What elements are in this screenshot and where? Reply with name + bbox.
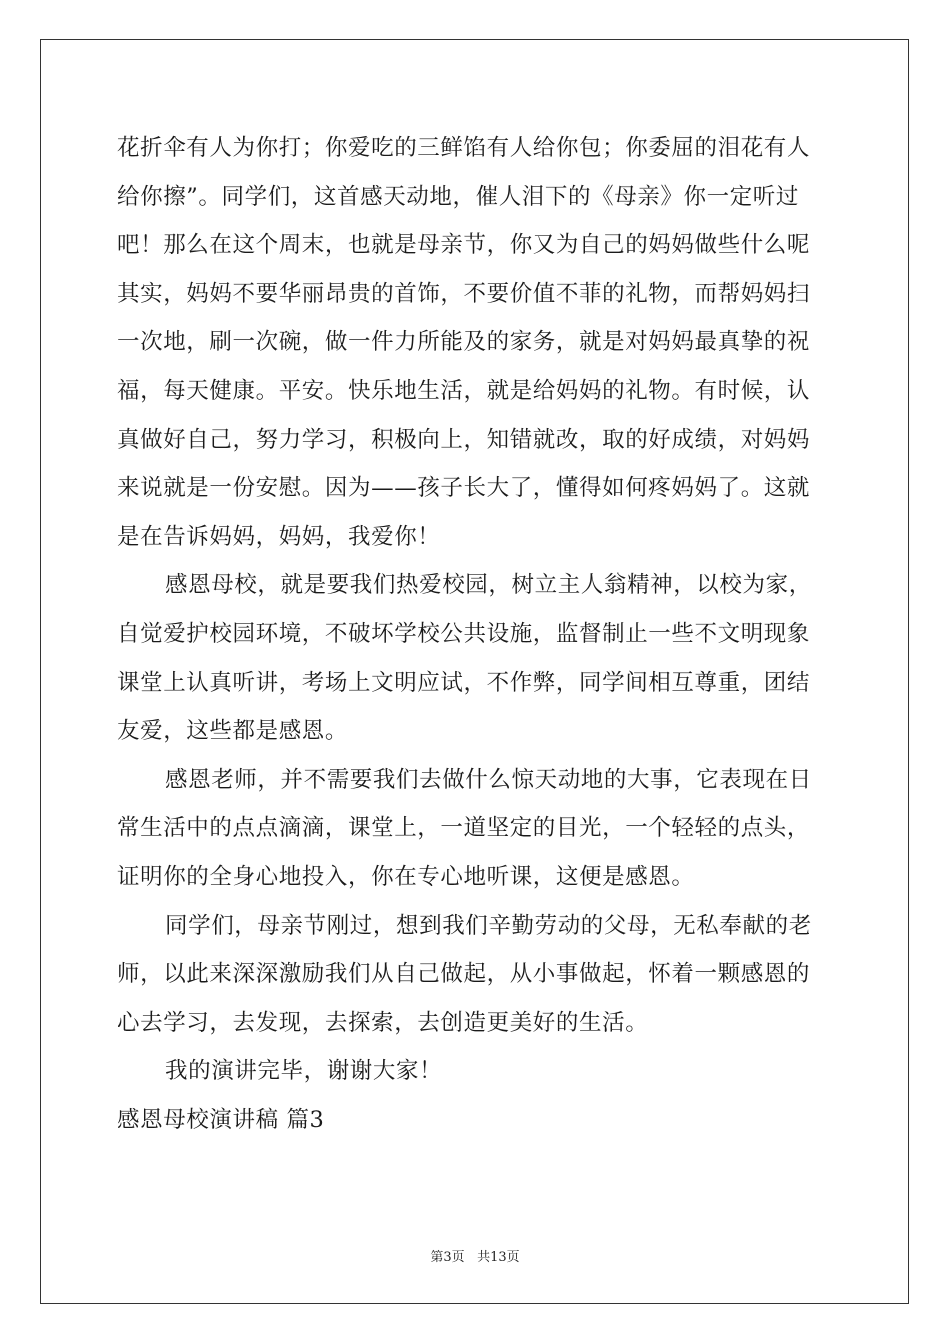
text-line-8: 来说就是一份安慰。因为——孩子长大了，懂得如何疼妈妈了。这就 (117, 475, 811, 502)
text-line-1: 花折伞有人为你打；你爱吃的三鲜馅有人给你包；你委屈的泪花有人 (117, 135, 811, 161)
text-line-6: 福，每天健康。平安。快乐地生活，就是给妈妈的礼物。有时候，认 (117, 377, 811, 404)
text-line-3: 吧！那么在这个周末，也就是母亲节，你又为自己的妈妈做些什么呢 (117, 232, 811, 259)
text-line-7: 真做好自己，努力学习，积极向上，知错就改，取的好成绩，对妈妈 (117, 426, 811, 453)
closing-line: 我的演讲完毕，谢谢大家！ (165, 1058, 443, 1085)
document-body (117, 124, 837, 1144)
text-line-9: 是在告诉妈妈，妈妈，我爱你！ (117, 523, 441, 550)
section-heading: 感恩母校演讲稿 篇3 (117, 1106, 325, 1133)
text-line-12: 课堂上认真听讲，考场上文明应试，不作弊，同学间相互尊重，团结 (117, 669, 811, 696)
page-number: 第3页 (430, 1250, 465, 1265)
text-line-16: 证明你的全身心地投入，你在专心地听课，这便是感恩。 (117, 863, 695, 890)
page-total: 共13页 (477, 1250, 520, 1265)
text-line-13: 友爱，这些都是感恩。 (117, 718, 349, 745)
text-line-18: 师，以此来深深激励我们从自己做起，从小事做起，怀着一颗感恩的 (117, 961, 811, 988)
page-footer (0, 1246, 950, 1265)
text-line-4: 其实，妈妈不要华丽昂贵的首饰，不要价值不菲的礼物，而帮妈妈扫 (117, 280, 811, 307)
paragraph-start-line: 感恩老师，并不需要我们去做什么惊天动地的大事，它表现在日 (165, 766, 812, 793)
text-line-19: 心去学习，去发现，去探索，去创造更美好的生活。 (117, 1009, 649, 1036)
text-line-5: 一次地，刷一次碗，做一件力所能及的家务，就是对妈妈最真挚的祝 (117, 329, 811, 356)
paragraph-start-line: 感恩母校，就是要我们热爱校园，树立主人翁精神，以校为家， (165, 572, 812, 599)
text-line-11: 自觉爱护校园环境，不破坏学校公共设施，监督制止一些不文明现象 (117, 620, 811, 647)
text-line-15: 常生活中的点点滴滴，课堂上，一道坚定的目光，一个轻轻的点头， (117, 815, 811, 842)
paragraph-start-line: 同学们，母亲节刚过，想到我们辛勤劳动的父母，无私奉献的老 (165, 912, 812, 939)
text-line-2: 给你擦”。同学们，这首感天动地，催人泪下的《母亲》你一定听过 (117, 183, 800, 210)
